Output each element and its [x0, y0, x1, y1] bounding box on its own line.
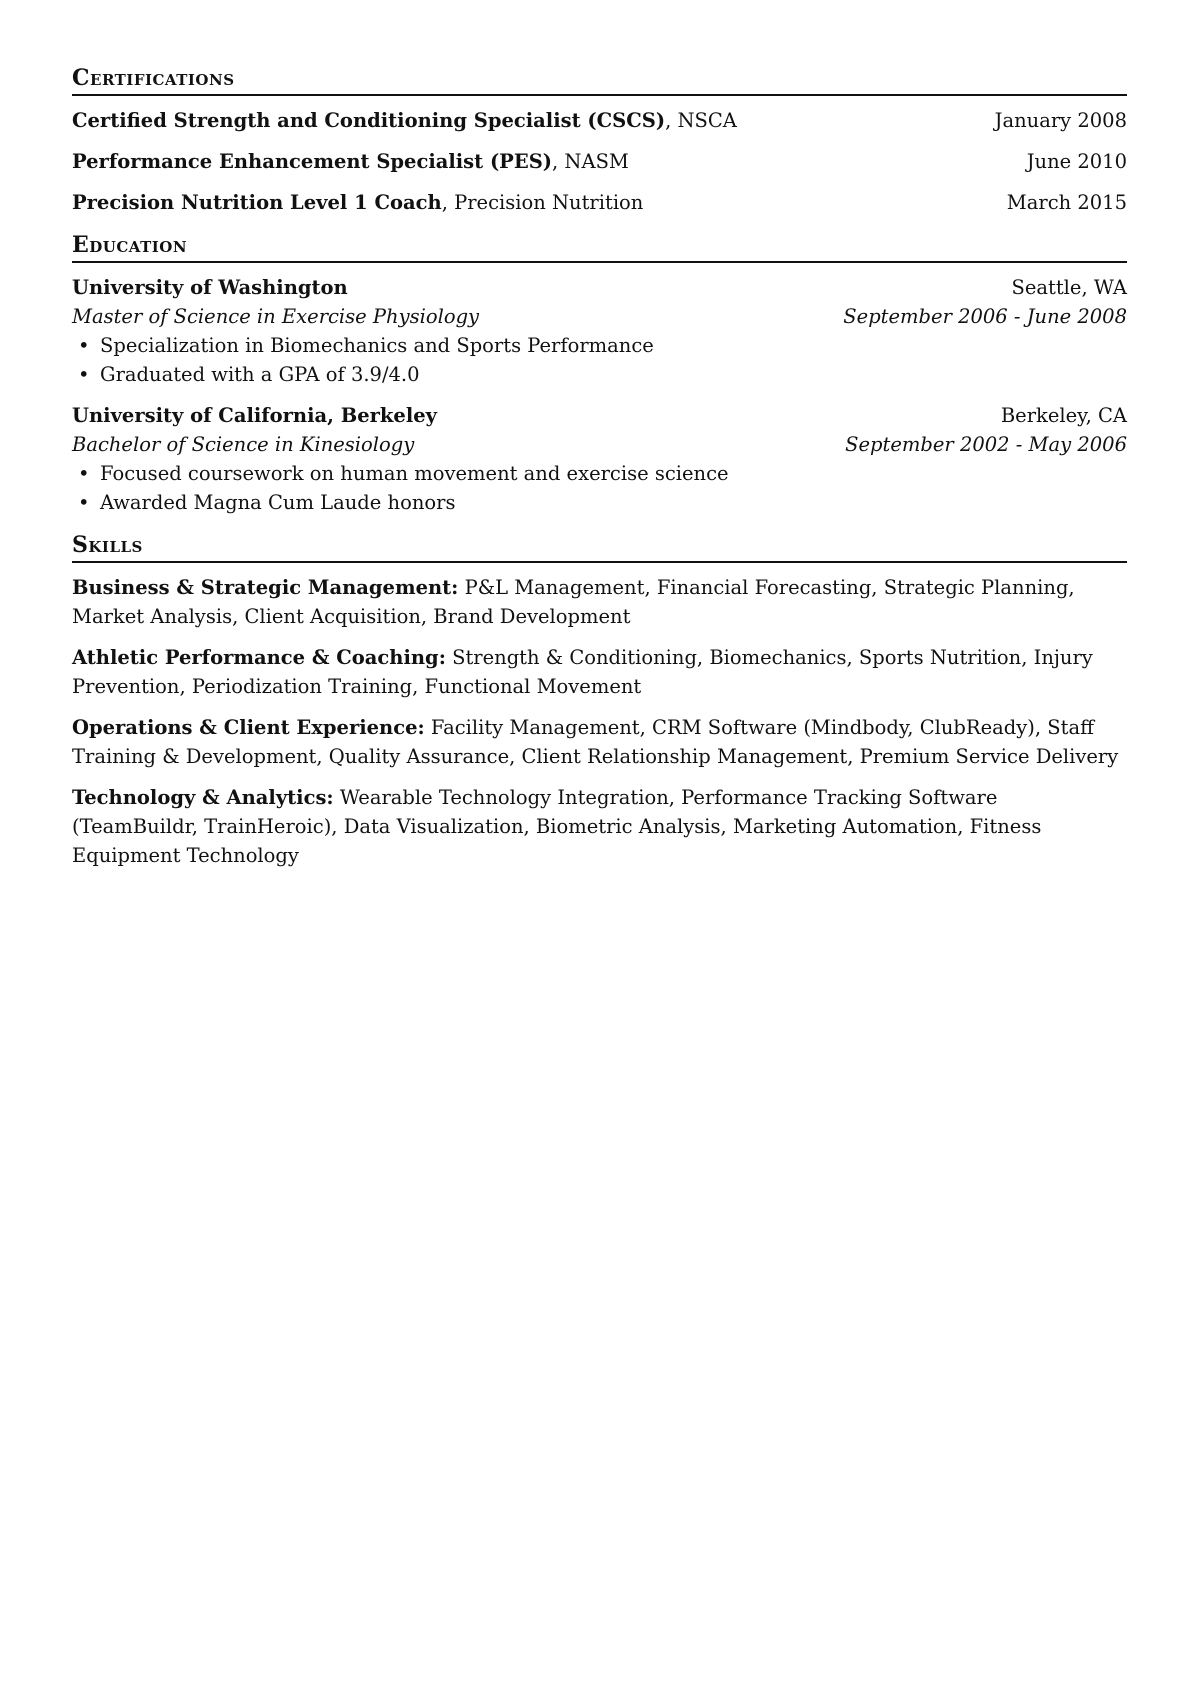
- certifications-heading: Certifications: [72, 64, 1127, 96]
- education-bullets: [72, 459, 1127, 517]
- skills-section: [72, 531, 1127, 870]
- education-degree: Master of Science in Exercise Physiology: [72, 305, 480, 328]
- skill-label: Athletic Performance & Coaching:: [72, 646, 446, 669]
- list-item: • Graduated with a GPA of 3.9/4.0: [72, 360, 1127, 389]
- education-location: Seattle, WA: [1011, 276, 1127, 299]
- certification-item: [72, 188, 1127, 217]
- skill-label: Business & Strategic Management:: [72, 576, 459, 599]
- certification-name-line: [72, 188, 643, 217]
- education-school: University of Washington: [72, 276, 348, 299]
- skill-label: Operations & Client Experience:: [72, 716, 425, 739]
- certification-name: Performance Enhancement Specialist (PES): [72, 150, 553, 173]
- certification-name: Certified Strength and Conditioning Specialist (CSCS): [72, 109, 666, 132]
- skills-heading: Skills: [72, 531, 1127, 563]
- list-item: • Focused coursework on human movement and exercise science: [72, 459, 1127, 488]
- education-school: University of California, Berkeley: [72, 404, 437, 427]
- education-school-row: [72, 273, 1127, 302]
- education-entry: [72, 401, 1127, 517]
- education-bullets: [72, 331, 1127, 389]
- education-dates: September 2006 - June 2008: [843, 305, 1127, 328]
- list-item: • Awarded Magna Cum Laude honors: [72, 488, 1127, 517]
- skill-item: [72, 643, 1127, 701]
- skill-text: Wearable Technology Integration, Performance Tracking Software (TeamBuildr, TrainHeroic), Data Visualization, Biometric Analysis, Marketing Automation, Fitness Equipment Technology: [72, 786, 1042, 867]
- education-school-row: [72, 401, 1127, 430]
- certification-issuer: , Precision Nutrition: [441, 191, 644, 214]
- certification-name-line: [72, 147, 629, 176]
- skill-item: [72, 783, 1127, 870]
- certifications-section: [72, 64, 1127, 217]
- certification-date: January 2008: [994, 109, 1127, 132]
- certification-name-line: [72, 106, 737, 135]
- education-section: [72, 231, 1127, 517]
- education-degree-row: [72, 430, 1127, 459]
- education-entry: [72, 273, 1127, 389]
- skill-item: [72, 713, 1127, 771]
- certification-issuer: , NASM: [552, 150, 629, 173]
- certification-name: Precision Nutrition Level 1 Coach: [72, 191, 442, 214]
- certification-date: March 2015: [1006, 191, 1127, 214]
- skill-item: [72, 573, 1127, 631]
- education-degree-row: [72, 302, 1127, 331]
- list-item: • Specialization in Biomechanics and Sports Performance: [72, 331, 1127, 360]
- certification-issuer: , NSCA: [665, 109, 737, 132]
- resume-page: [72, 64, 1127, 884]
- certification-date: June 2010: [1026, 150, 1127, 173]
- education-heading: Education: [72, 231, 1127, 263]
- education-location: Berkeley, CA: [1000, 404, 1127, 427]
- skill-label: Technology & Analytics:: [72, 786, 334, 809]
- certification-item: [72, 106, 1127, 135]
- skill-text: P&L Management, Financial Forecasting, Strategic Planning, Market Analysis, Client Acquisition, Brand Development: [72, 576, 1075, 628]
- certification-item: [72, 147, 1127, 176]
- education-degree: Bachelor of Science in Kinesiology: [72, 433, 415, 456]
- skill-text: Strength & Conditioning, Biomechanics, Sports Nutrition, Injury Prevention, Periodization Training, Functional Movement: [72, 646, 1093, 698]
- education-dates: September 2002 - May 2006: [845, 433, 1127, 456]
- skill-text: Facility Management, CRM Software (Mindbody, ClubReady), Staff Training & Development, Quality Assurance, Client Relationship Management, Premium Service Delivery: [72, 716, 1119, 768]
